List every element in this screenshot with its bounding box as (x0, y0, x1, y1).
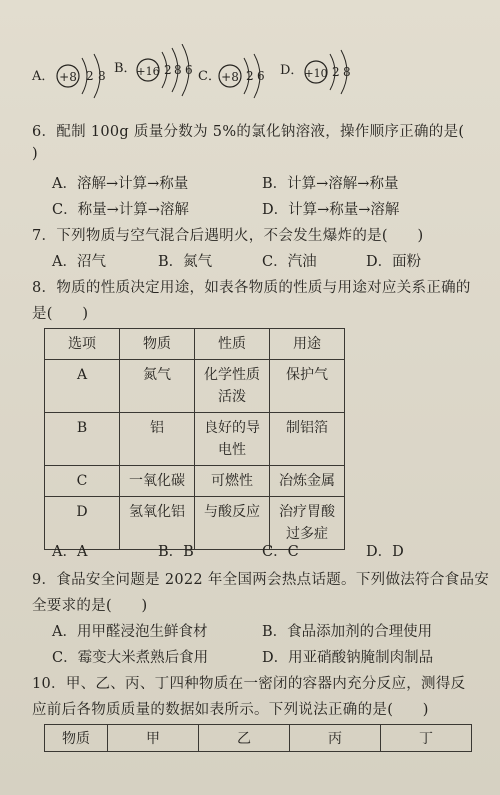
table-header-row (45, 725, 472, 752)
q9-option-a[interactable]: A．用甲醛浸泡生鲜食材 (52, 624, 208, 640)
q8-stem-line1: 8．物质的性质决定用途，如表各物质的性质与用途对应关系正确的 (32, 280, 471, 296)
atom-diagram-row (0, 44, 500, 114)
table-cell: 治疗胃酸 过多症 (270, 497, 345, 550)
table-row (45, 497, 345, 550)
nucleus-charge: +8 (59, 70, 77, 84)
shell-electrons: 8 (343, 65, 351, 79)
table-header-cell: 甲 (108, 725, 199, 752)
table-cell: 化学性质 活泼 (195, 360, 270, 413)
table-cell: B (45, 413, 120, 466)
q9-option-d[interactable]: D．用亚硝酸钠腌制肉制品 (262, 650, 434, 666)
shell-electrons: 8 (98, 69, 106, 83)
table-cell: 氮气 (120, 360, 195, 413)
nucleus-charge: +8 (221, 70, 239, 84)
table-cell: 氢氧化铝 (120, 497, 195, 550)
q6-option-d[interactable]: D．计算→称量→溶解 (262, 202, 400, 218)
table-cell: D (45, 497, 120, 550)
table-header-cell: 丙 (290, 725, 381, 752)
table-cell: 冶炼金属 (270, 466, 345, 497)
table-row (45, 413, 345, 466)
table-header-cell: 性质 (195, 329, 270, 360)
table-header-cell: 物质 (45, 725, 108, 752)
q7-option-a[interactable]: A．沼气 (52, 254, 106, 270)
q8-option-a[interactable]: A．A (52, 544, 88, 560)
atom-letter-b: B． (114, 61, 137, 76)
table-cell: A (45, 360, 120, 413)
atom-letter-d: D． (280, 63, 304, 78)
table-header-cell: 丁 (381, 725, 472, 752)
table-cell: 可燃性 (195, 466, 270, 497)
table-cell: C (45, 466, 120, 497)
q6-option-c[interactable]: C．称量→计算→溶解 (52, 202, 189, 218)
q9-stem-line1: 9．食品安全问题是 2022 年全国两会热点话题。下列做法符合食品安 (32, 572, 490, 588)
atom-letter-a: A． (32, 69, 55, 84)
table-cell: 一氧化碳 (120, 466, 195, 497)
q10-mass-table (44, 724, 472, 752)
q10-stem-line1: 10．甲、乙、丙、丁四种物质在一密闭的容器内充分反应，测得反 (32, 676, 466, 692)
table-cell: 铝 (120, 413, 195, 466)
q6-stem-line1: 6．配制 100g 质量分数为 5%的氯化钠溶液，操作顺序正确的是( (32, 124, 465, 140)
table-header-row (45, 329, 345, 360)
q9-stem-line2: 全要求的是( ) (32, 598, 148, 614)
shell-electrons: 6 (257, 69, 265, 83)
q10-stem-line2: 应前后各物质质量的数据如表所示。下列说法正确的是( ) (32, 702, 429, 718)
q8-option-b[interactable]: B．B (158, 544, 194, 560)
q6-option-b[interactable]: B．计算→溶解→称量 (262, 176, 399, 192)
q9-option-b[interactable]: B．食品添加剂的合理使用 (262, 624, 433, 640)
q8-option-d[interactable]: D．D (366, 544, 404, 560)
q8-property-table (44, 328, 345, 550)
nucleus-charge: +10 (304, 67, 328, 80)
shell-electrons: 2 (246, 69, 254, 83)
q7-option-d[interactable]: D．面粉 (366, 254, 422, 270)
table-cell: 保护气 (270, 360, 345, 413)
q7-option-b[interactable]: B．氮气 (158, 254, 213, 270)
shell-electrons: 2 (86, 69, 94, 83)
table-cell: 与酸反应 (195, 497, 270, 550)
shell-electrons: 2 (164, 63, 172, 77)
shell-electrons: 2 (332, 65, 340, 79)
atom-option-d (278, 44, 388, 114)
q8-stem-line2: 是( ) (32, 306, 89, 322)
table-header-cell: 用途 (270, 329, 345, 360)
atom-option-c (196, 44, 286, 114)
table-header-cell: 乙 (199, 725, 290, 752)
shell-electrons: 6 (185, 63, 193, 77)
table-cell: 良好的导 电性 (195, 413, 270, 466)
q7-stem: 7．下列物质与空气混合后遇明火，不会发生爆炸的是( ) (32, 228, 424, 244)
table-header-cell: 物质 (120, 329, 195, 360)
nucleus-charge: +16 (136, 65, 160, 78)
q6-option-a[interactable]: A．溶解→计算→称量 (52, 176, 189, 192)
atom-letter-c: C． (198, 69, 221, 84)
q8-option-c[interactable]: C．C (262, 544, 299, 560)
atom-diagram-c (196, 44, 286, 114)
q9-option-c[interactable]: C．霉变大米煮熟后食用 (52, 650, 209, 666)
table-row (45, 360, 345, 413)
shell-electrons: 8 (174, 63, 182, 77)
q7-option-c[interactable]: C．汽油 (262, 254, 317, 270)
atom-diagram-d (278, 44, 388, 114)
q6-stem-line2: ) (32, 146, 38, 162)
table-row (45, 466, 345, 497)
table-cell: 制铝箔 (270, 413, 345, 466)
table-header-cell: 选项 (45, 329, 120, 360)
